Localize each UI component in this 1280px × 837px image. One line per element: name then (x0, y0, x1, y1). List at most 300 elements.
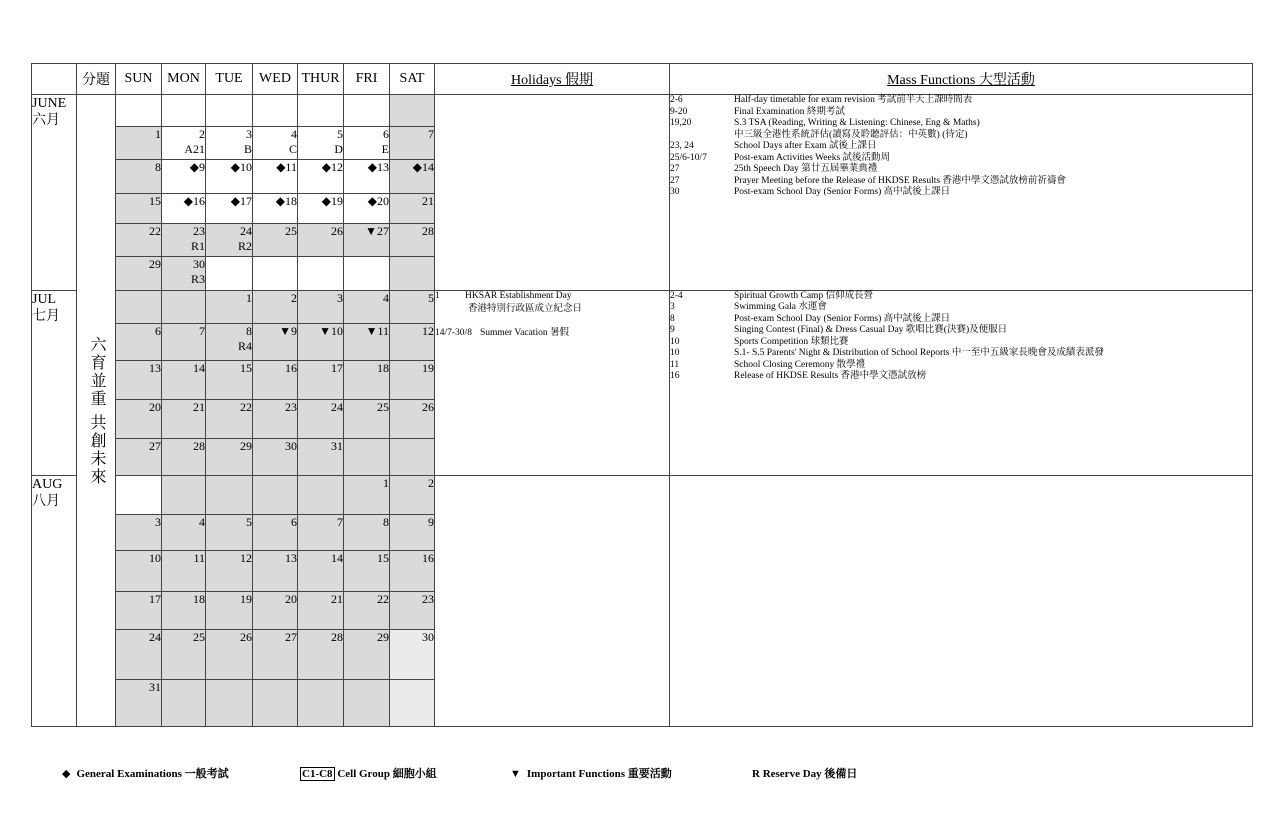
day-cell (206, 127, 253, 159)
holidays-aug (435, 475, 670, 726)
week-row (32, 475, 1253, 514)
day-number: ▼27 (365, 224, 389, 238)
day-number: 13 (149, 361, 161, 376)
day-number: 21 (193, 400, 205, 415)
holiday-name-en: HKSAR Establishment Day (465, 290, 572, 301)
day-number: 27 (149, 438, 161, 453)
day-cell (344, 400, 390, 438)
day-number: 14 (331, 551, 343, 566)
header-tue: TUE (206, 64, 253, 95)
day-cell (206, 361, 253, 400)
day-number: ◆13 (367, 159, 389, 174)
day-cell (206, 290, 253, 323)
day-cell (344, 438, 390, 475)
day-number: 2 (428, 475, 434, 490)
day-cell (253, 127, 298, 159)
legend-cell-text: Cell Group 細胞小組 (337, 768, 437, 780)
function-date: 27 (670, 164, 680, 174)
triangle-down-icon: ▼ (510, 768, 521, 780)
day-cell (253, 159, 298, 193)
function-date: 10 (670, 336, 680, 347)
day-cell (390, 159, 435, 193)
day-cell (298, 290, 344, 323)
holiday-date: 1 (435, 290, 440, 301)
day-cell (162, 159, 206, 193)
day-number: 2 (291, 290, 297, 305)
function-text: Spiritual Growth Camp 信仰成長營 (734, 290, 874, 301)
day-number: 9 (428, 515, 434, 530)
day-cell (116, 400, 162, 438)
holiday-name-zh: 香港特別行政區成立紀念日 (468, 304, 583, 314)
day-cell (253, 551, 298, 591)
day-cycle-code: R4 (237, 338, 252, 353)
day-number: 28 (422, 224, 434, 238)
month-en: JUNE (32, 96, 67, 111)
day-cell (162, 224, 206, 257)
day-cell (253, 361, 298, 400)
day-number: 16 (422, 551, 434, 566)
day-cell (390, 95, 435, 127)
day-cell (253, 680, 298, 727)
header-mon: MON (162, 64, 206, 95)
function-item (670, 164, 1252, 176)
function-date: 27 (670, 175, 680, 186)
day-cell (206, 323, 253, 360)
day-number: 8 (383, 515, 389, 530)
month-label-june (32, 95, 77, 291)
day-number: 16 (285, 361, 297, 376)
day-cell (298, 193, 344, 223)
day-cell (390, 323, 435, 360)
day-number: 23 (285, 400, 297, 415)
day-number: 5 (246, 515, 252, 530)
day-cell (344, 193, 390, 223)
motto-text: 六育並重 共創未來 (88, 335, 105, 486)
legend-functions-text: Important Functions 重要活動 (526, 768, 672, 780)
day-number: 24 (240, 224, 252, 238)
day-cell (162, 591, 206, 629)
function-text: Prayer Meeting before the Release of HKDSE Results 香港中學文憑試放榜前祈禱會 (734, 175, 1066, 186)
function-item (670, 348, 1252, 360)
function-item (670, 118, 1252, 130)
day-cell (344, 127, 390, 159)
day-number: 5 (428, 290, 434, 305)
school-calendar-table (31, 63, 1253, 727)
day-cell (116, 323, 162, 360)
day-cell (298, 591, 344, 629)
function-item (670, 371, 1252, 383)
day-cell (116, 361, 162, 400)
week-row (32, 290, 1253, 323)
day-cell (344, 680, 390, 727)
function-date: 2-6 (670, 95, 683, 105)
legend-functions (510, 765, 672, 781)
day-cell (253, 630, 298, 680)
day-cell (116, 127, 162, 159)
day-cell (298, 127, 344, 159)
day-number: 13 (285, 551, 297, 566)
day-cell (162, 515, 206, 551)
day-cell (206, 193, 253, 223)
header-mass-functions (670, 64, 1253, 95)
day-cell (162, 400, 206, 438)
day-number: 31 (331, 438, 343, 453)
day-number: ◆14 (412, 159, 434, 174)
function-text: Swimming Gala 水運會 (734, 302, 827, 312)
holiday-date: 14/7-30/8 (435, 327, 472, 338)
day-cell (206, 257, 253, 290)
day-cell (390, 400, 435, 438)
function-text: School Closing Ceremony 散學禮 (734, 359, 866, 370)
month-zh: 八月 (32, 493, 60, 509)
day-number: ◆19 (321, 193, 343, 208)
header-holidays (435, 64, 670, 95)
function-item (670, 314, 1252, 326)
function-text: Half-day timetable for exam revision 考試前半天上課時間表 (734, 95, 973, 105)
function-text: Final Examination 終期考試 (734, 106, 845, 117)
day-number: 21 (331, 591, 343, 606)
function-item (670, 107, 1252, 119)
day-number: 30 (193, 257, 205, 272)
day-number: 6 (291, 515, 297, 530)
day-cell (390, 438, 435, 475)
day-cell (162, 95, 206, 127)
day-number: 15 (149, 193, 161, 208)
day-cell (253, 438, 298, 475)
day-number: 25 (377, 400, 389, 415)
function-date: 30 (670, 187, 680, 197)
month-en: JUL (32, 291, 57, 307)
motto-cell (77, 95, 116, 727)
day-cell (298, 224, 344, 257)
day-number: 4 (291, 127, 297, 142)
day-cell (206, 680, 253, 727)
day-cell (162, 193, 206, 223)
month-label-aug (32, 475, 77, 726)
day-number: 23 (422, 591, 434, 606)
function-item (670, 95, 1252, 107)
month-label-jul (32, 290, 77, 475)
function-item (670, 325, 1252, 337)
day-cell (116, 257, 162, 290)
day-cell (206, 438, 253, 475)
day-cell (390, 680, 435, 727)
day-cell (344, 551, 390, 591)
day-number: ◆17 (230, 193, 252, 208)
day-cell (162, 475, 206, 514)
day-number: ◆12 (321, 159, 343, 174)
function-item (670, 360, 1252, 372)
day-cell (344, 257, 390, 290)
day-cell (298, 475, 344, 514)
header-wed: WED (253, 64, 298, 95)
day-number: 17 (331, 361, 343, 376)
day-cell (116, 515, 162, 551)
function-text: Post-exam School Day (Senior Forms) 高中試後上課日 (734, 187, 951, 197)
day-number: 3 (155, 515, 161, 530)
day-number: 20 (285, 591, 297, 606)
header-holidays-text: Holidays 假期 (510, 73, 594, 88)
day-cell (206, 224, 253, 257)
day-cell (116, 159, 162, 193)
header-fri: FRI (344, 64, 390, 95)
day-cycle-code: E (381, 142, 389, 157)
day-number: 29 (240, 438, 252, 453)
day-cell (162, 630, 206, 680)
function-text: Release of HKDSE Results 香港中學文憑試放榜 (734, 371, 927, 381)
function-date: 3 (670, 302, 675, 312)
day-cell (162, 127, 206, 159)
header-sat: SAT (390, 64, 435, 95)
function-date: 9-20 (670, 106, 688, 117)
day-number: 7 (428, 127, 434, 142)
day-number: 1 (246, 290, 252, 305)
day-number: ▼11 (365, 323, 389, 338)
day-number: 30 (285, 438, 297, 453)
day-number: 25 (193, 630, 205, 645)
day-number: 18 (193, 591, 205, 606)
day-cell (298, 361, 344, 400)
function-date: 2-4 (670, 290, 683, 301)
day-number: 14 (193, 361, 205, 376)
day-cell (162, 551, 206, 591)
day-cell (344, 224, 390, 257)
day-number: 15 (240, 361, 252, 376)
day-cell (298, 257, 344, 290)
day-cell (298, 515, 344, 551)
day-cell (116, 193, 162, 223)
legend-cell-box: C1-C8 (302, 768, 333, 780)
day-cell (116, 591, 162, 629)
holidays-june (435, 95, 670, 291)
day-cell (253, 95, 298, 127)
day-cell (298, 438, 344, 475)
month-zh: 六月 (32, 113, 60, 128)
functions-june (670, 95, 1253, 291)
function-text: Post-exam Activities Weeks 試後活動周 (734, 152, 891, 163)
day-cell (116, 475, 162, 514)
day-cell (390, 193, 435, 223)
function-item (670, 141, 1252, 153)
day-cell (390, 475, 435, 514)
day-cell (390, 224, 435, 257)
day-cell (206, 159, 253, 193)
function-text: S.1- S.5 Parents' Night & Distribution of School Reports 中一至中五級家長晚會及成績表派發 (734, 348, 1104, 358)
function-text: Post-exam School Day (Senior Forms) 高中試後上課日 (734, 313, 951, 324)
day-number: 3 (337, 290, 343, 305)
day-cell (162, 680, 206, 727)
day-number: 6 (383, 127, 389, 142)
function-date (670, 130, 734, 142)
day-number: 23 (193, 224, 205, 238)
day-number: 1 (383, 475, 389, 490)
day-cycle-code: B (243, 142, 252, 157)
function-date: 10 (670, 348, 680, 358)
day-number: 12 (240, 551, 252, 566)
function-text: S.3 TSA (Reading, Writing & Listening: Chinese, Eng & Maths) (734, 118, 980, 128)
day-number: 26 (240, 630, 252, 645)
calendar-body (32, 95, 1253, 727)
day-cycle-code: R1 (190, 239, 205, 253)
month-en: AUG (32, 476, 63, 492)
day-number: 17 (149, 591, 161, 606)
header-mass-text: Mass Functions 大型活動 (887, 73, 1035, 88)
day-cell (344, 95, 390, 127)
function-text: Singing Contest (Final) & Dress Casual Day 歌唱比賽(決賽)及便服日 (734, 325, 1008, 335)
day-cell (253, 224, 298, 257)
day-cell (390, 257, 435, 290)
day-cell (344, 591, 390, 629)
day-cell (390, 127, 435, 159)
function-text: 中三級全港性系統評估(讀寫及聆聽評估：中英數) (待定) (734, 129, 968, 140)
day-cell (344, 630, 390, 680)
function-date: 23, 24 (670, 141, 694, 151)
function-item (670, 291, 1252, 303)
diamond-icon: ◆ (62, 768, 71, 780)
day-number: 15 (377, 551, 389, 566)
day-cycle-code: C (288, 142, 297, 157)
day-number: 7 (199, 323, 205, 338)
day-cell (116, 551, 162, 591)
day-number: 31 (149, 680, 161, 695)
day-cell (390, 361, 435, 400)
day-number: 25 (285, 224, 297, 238)
day-cycle-code: R2 (237, 239, 252, 253)
day-number: 4 (199, 515, 205, 530)
holiday-name: Summer Vacation 暑假 (479, 327, 569, 338)
day-number: 30 (422, 630, 434, 645)
day-number: 28 (331, 630, 343, 645)
day-cell (116, 224, 162, 257)
day-cell (390, 290, 435, 323)
day-cell (253, 323, 298, 360)
day-number: 8 (155, 159, 161, 174)
day-cell (298, 680, 344, 727)
day-cell (206, 591, 253, 629)
day-cell (298, 95, 344, 127)
day-number: 1 (155, 127, 161, 142)
legend-exam-text: General Examinations 一般考試 (76, 768, 229, 780)
day-cell (162, 323, 206, 360)
spacer (435, 316, 669, 328)
holiday-item (435, 328, 669, 340)
day-number: 27 (285, 630, 297, 645)
day-cell (253, 257, 298, 290)
day-number: 29 (377, 630, 389, 645)
day-number: 28 (193, 438, 205, 453)
day-cell (206, 515, 253, 551)
day-number: 24 (331, 400, 343, 415)
function-item (670, 187, 1252, 199)
day-cell (162, 361, 206, 400)
day-cell (253, 193, 298, 223)
day-number: ◆11 (276, 159, 297, 174)
day-number: ◆16 (183, 193, 205, 208)
day-number: ◆20 (367, 193, 389, 208)
day-cell (390, 515, 435, 551)
day-cell (162, 257, 206, 290)
day-cell (116, 438, 162, 475)
day-number: 26 (331, 224, 343, 238)
day-cell (344, 515, 390, 551)
day-number: 2 (199, 127, 205, 142)
day-cell (162, 290, 206, 323)
function-item (670, 153, 1252, 165)
day-number: 21 (422, 193, 434, 208)
legend-exam (62, 765, 229, 781)
day-cell (206, 630, 253, 680)
day-number: 19 (422, 361, 434, 376)
header-row (32, 64, 1253, 95)
day-cell (298, 159, 344, 193)
day-cell (253, 400, 298, 438)
day-cell (116, 630, 162, 680)
legend-cell-group (300, 765, 437, 781)
day-cell (116, 290, 162, 323)
day-number: ◆9 (189, 159, 205, 174)
day-cell (344, 475, 390, 514)
day-cell (206, 475, 253, 514)
day-cell (298, 551, 344, 591)
day-number: 7 (337, 515, 343, 530)
holiday-item (435, 291, 669, 303)
header-group: 分題 (77, 64, 116, 95)
day-number: 11 (193, 551, 205, 566)
day-cell (298, 630, 344, 680)
function-text: Sports Competition 球類比賽 (734, 336, 849, 347)
day-number: 4 (383, 290, 389, 305)
day-number: 20 (149, 400, 161, 415)
function-date: 16 (670, 371, 680, 381)
day-cell (344, 323, 390, 360)
function-text: 25th Speech Day 第廿五屆畢業典禮 (734, 164, 878, 174)
functions-jul (670, 290, 1253, 475)
header-blank (32, 64, 77, 95)
day-cell (390, 630, 435, 680)
day-number: ◆18 (275, 193, 297, 208)
day-number: 18 (377, 361, 389, 376)
day-number: 12 (422, 323, 434, 338)
day-cell (162, 438, 206, 475)
function-date: 11 (670, 359, 680, 370)
day-number: 19 (240, 591, 252, 606)
day-number: 22 (377, 591, 389, 606)
day-cell (344, 159, 390, 193)
legend-reserve-text: R Reserve Day 後備日 (752, 768, 858, 780)
day-cycle-code: R3 (190, 272, 205, 287)
day-number: ▼10 (319, 323, 343, 338)
day-cell (344, 290, 390, 323)
day-cycle-code: D (334, 142, 343, 157)
header-thur: THUR (298, 64, 344, 95)
day-number: 24 (149, 630, 161, 645)
function-text: School Days after Exam 試後上課日 (734, 141, 877, 151)
day-cell (390, 591, 435, 629)
day-cell (253, 290, 298, 323)
function-item (670, 130, 1252, 142)
day-cell (206, 400, 253, 438)
day-cell (253, 515, 298, 551)
day-number: 26 (422, 400, 434, 415)
day-number: 6 (155, 323, 161, 338)
function-date: 25/6-10/7 (670, 152, 707, 163)
week-row (32, 95, 1253, 127)
day-cell (116, 95, 162, 127)
day-cell (116, 680, 162, 727)
day-number: 8 (246, 323, 252, 338)
day-cell (390, 551, 435, 591)
day-number: ▼9 (279, 323, 297, 338)
